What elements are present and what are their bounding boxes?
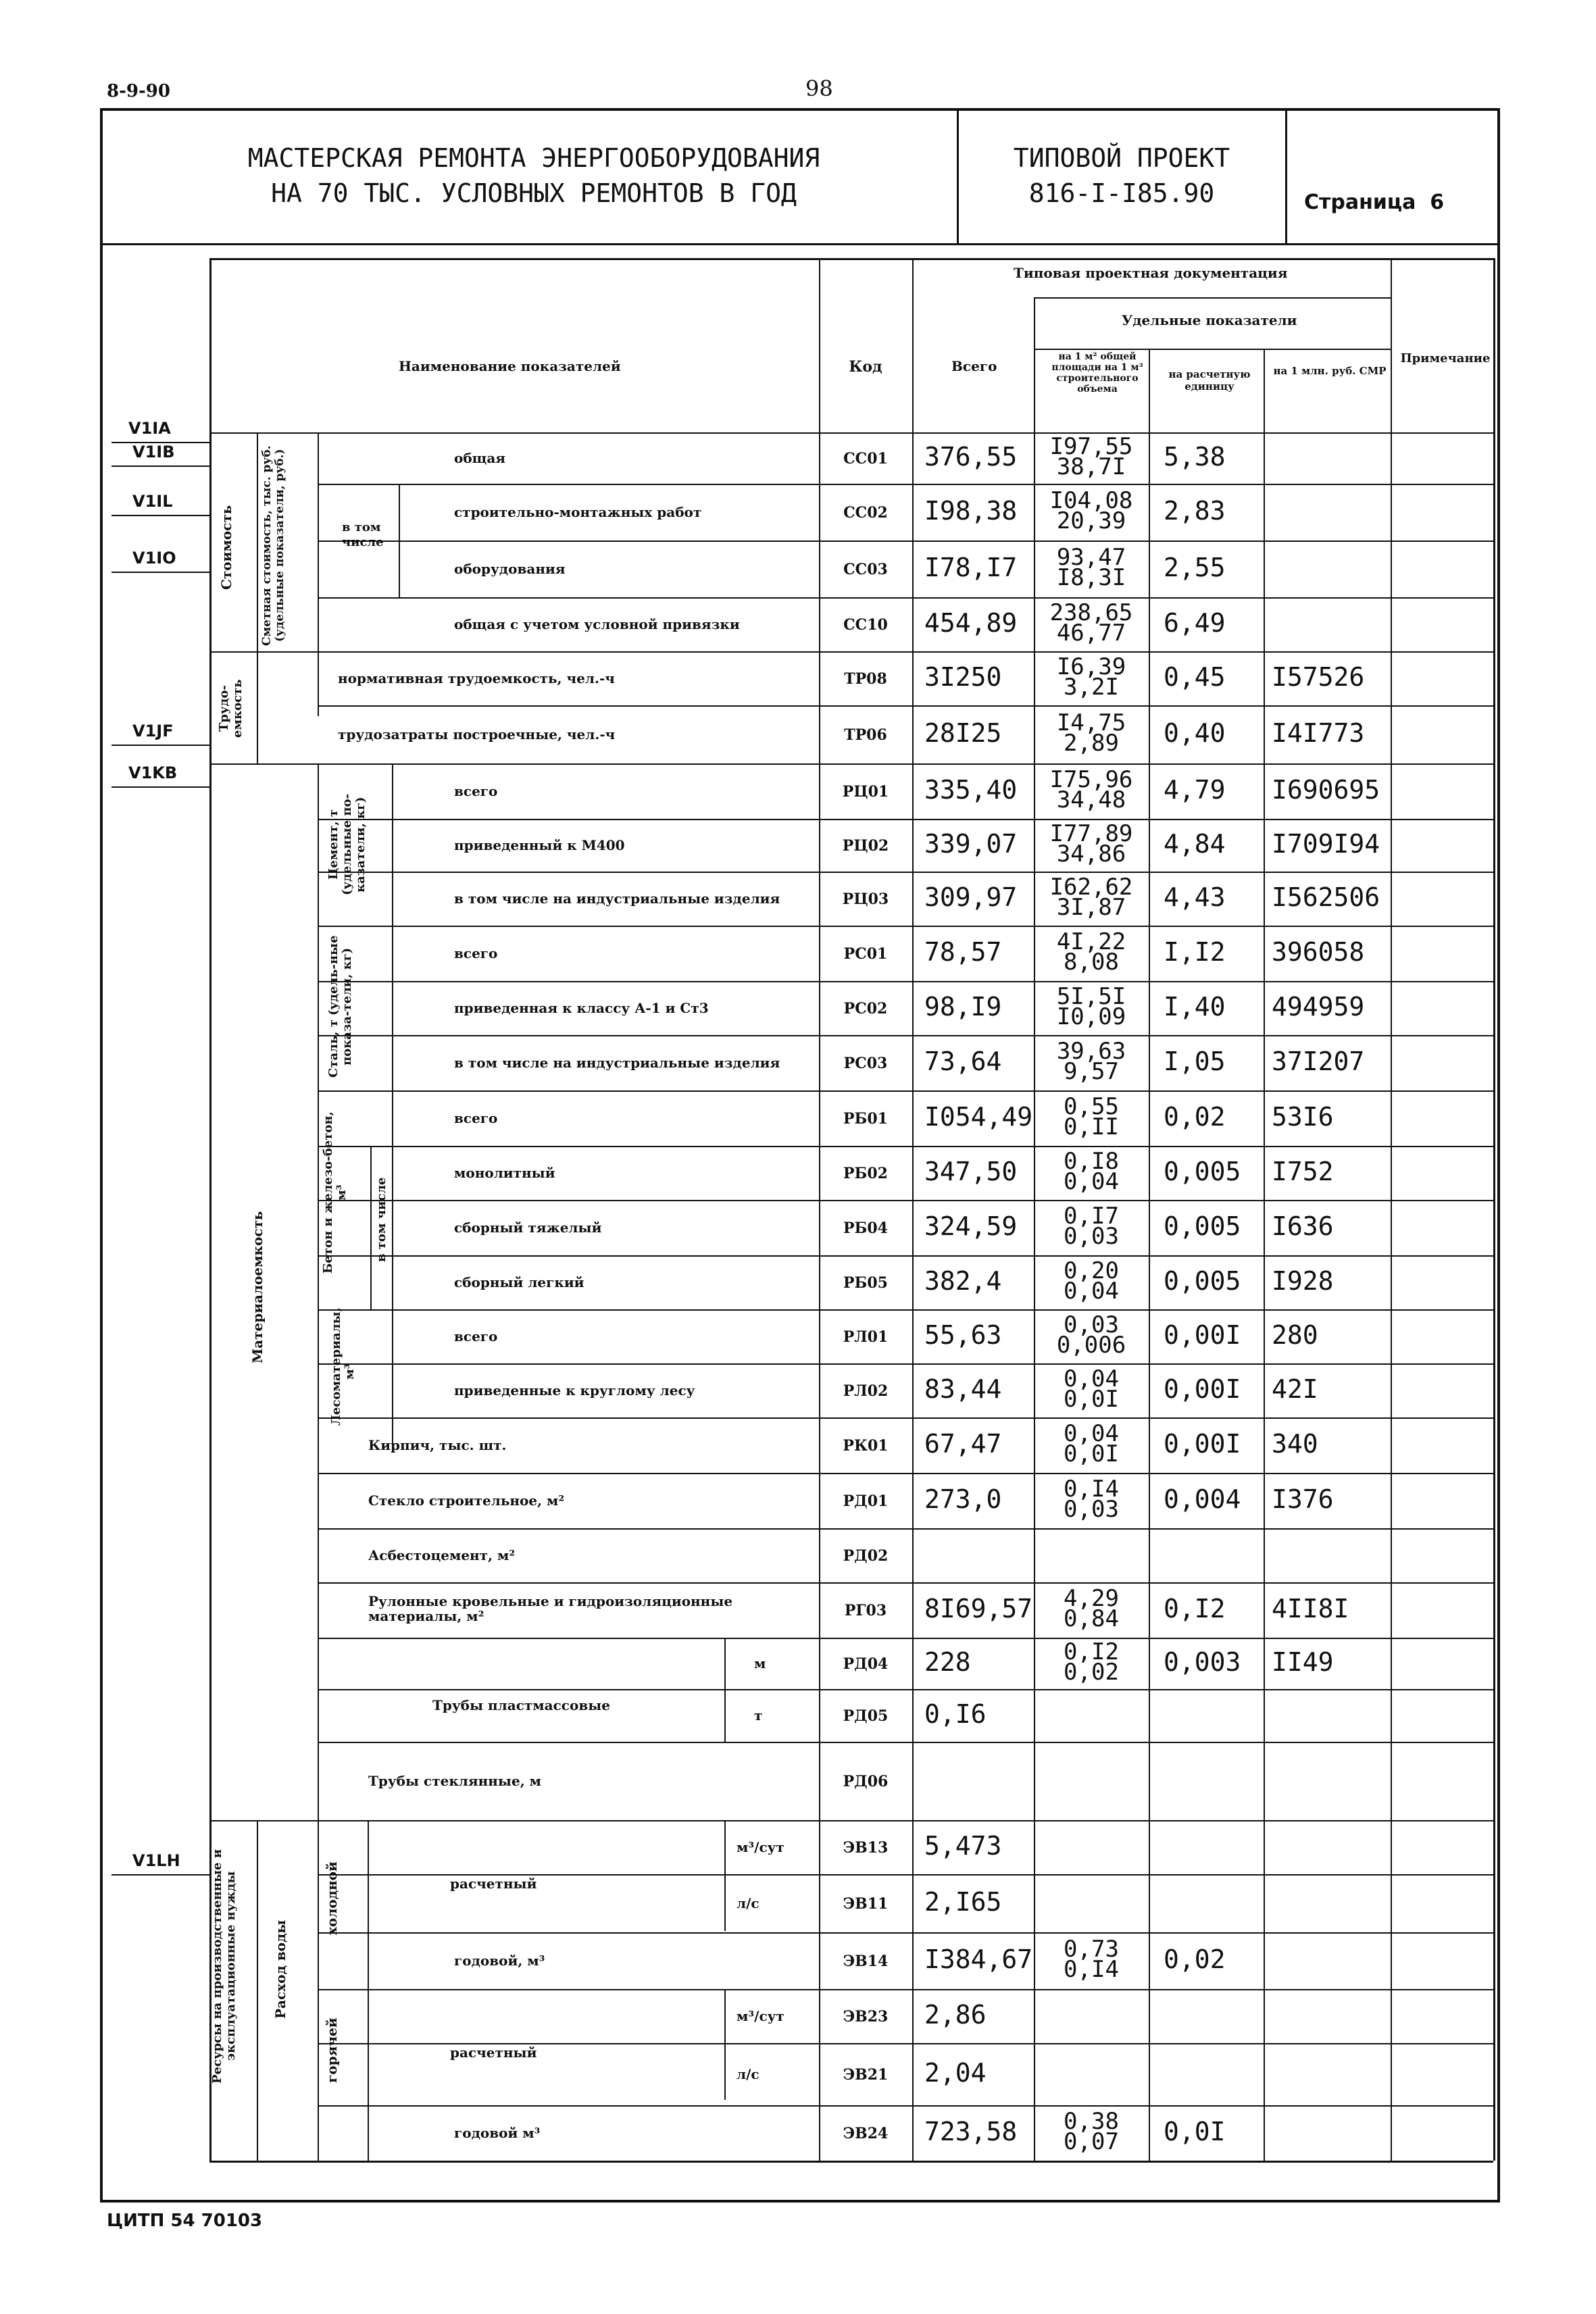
- table-rule: [318, 540, 1493, 542]
- row-per-m3-volume: 2,89: [1064, 730, 1119, 757]
- title-line-2: НА 70 ТЫС. УСЛОВНЫХ РЕМОНТОВ В ГОД: [271, 178, 797, 208]
- table-rule: [318, 1820, 1493, 1821]
- row-label: монолитный: [454, 1165, 555, 1181]
- table-rule: [318, 432, 319, 716]
- row-code: РБ01: [843, 1110, 888, 1128]
- row-per-m3-volume: 8,08: [1064, 949, 1119, 976]
- row-label: л/с: [737, 1895, 759, 1911]
- table-rule: [318, 981, 1493, 982]
- row-label: приведенные к круглому лесу: [454, 1382, 695, 1399]
- row-per-unit: 4,43: [1164, 882, 1226, 912]
- group-incl: в том числе: [342, 520, 384, 549]
- table-rule: [318, 1090, 1493, 1092]
- row-per-m2-area: I62,62: [1049, 874, 1133, 901]
- row-per-mln: 42I: [1272, 1374, 1318, 1404]
- row-label: общая: [454, 450, 506, 466]
- row-per-m2-area: 93,47: [1056, 544, 1126, 571]
- row-per-m3-volume: 0,I4: [1064, 1956, 1119, 1983]
- row-per-mln: I636: [1272, 1211, 1334, 1241]
- table-rule: [318, 705, 1493, 707]
- row-code: РС01: [843, 945, 888, 963]
- row-code: РЦ01: [842, 783, 889, 801]
- row-per-m3-volume: 3I,87: [1056, 894, 1126, 921]
- row-per-m3-volume: I0,09: [1056, 1003, 1126, 1030]
- row-per-m3-volume: 34,48: [1056, 786, 1126, 813]
- row-per-m3-volume: 0,84: [1064, 1605, 1119, 1632]
- row-per-m2-area: 0,I7: [1064, 1203, 1119, 1230]
- row-code: РД06: [843, 1773, 889, 1790]
- row-per-mln: 37I207: [1272, 1047, 1365, 1076]
- row-total: 67,47: [924, 1429, 1002, 1459]
- row-per-mln: I690695: [1272, 775, 1380, 805]
- row-label: сборный тяжелый: [454, 1219, 602, 1236]
- table-rule: [318, 1820, 319, 2161]
- table-rule: [318, 2105, 1493, 2107]
- title-line-1: МАСТЕРСКАЯ РЕМОНТА ЭНЕРГООБОРУДОВАНИЯ: [247, 143, 820, 173]
- project-line-2: 816-I-I85.90: [1028, 178, 1215, 208]
- row-code: РС03: [843, 1055, 888, 1072]
- row-per-unit: 0,I2: [1164, 1594, 1226, 1624]
- page-frame: [100, 108, 1500, 2203]
- table-rule: [318, 1146, 1493, 1147]
- row-per-m2-area: 0,38: [1064, 2108, 1119, 2135]
- row-total: 376,55: [924, 442, 1018, 472]
- row-per-m3-volume: 34,86: [1056, 840, 1126, 867]
- table-rule: [318, 1255, 1493, 1257]
- row-per-unit: 2,83: [1164, 496, 1226, 526]
- row-total: 454,89: [924, 608, 1018, 638]
- row-total: 3I250: [924, 662, 1002, 692]
- row-per-mln: I376: [1272, 1484, 1334, 1514]
- row-label: м: [754, 1655, 766, 1671]
- project-block: [959, 141, 1284, 211]
- document-code: 8-9-90: [107, 81, 170, 101]
- row-code: ЭВ23: [843, 2008, 889, 2026]
- table-rule: [1493, 258, 1495, 2161]
- table-rule: [318, 651, 1493, 653]
- row-per-unit: 0,00I: [1164, 1320, 1241, 1350]
- row-total: 324,59: [924, 1211, 1018, 1241]
- row-per-unit: 4,79: [1164, 775, 1226, 805]
- row-label: всего: [454, 1110, 498, 1126]
- marker-underline: [111, 572, 209, 573]
- row-per-unit: 0,45: [1164, 662, 1226, 692]
- row-per-m3-volume: 20,39: [1056, 507, 1126, 534]
- table-rule: [1264, 349, 1265, 2161]
- marker-v1io: V1IO: [132, 549, 176, 568]
- row-per-unit: 0,02: [1164, 1102, 1226, 1132]
- group-material: Материалоемкость: [249, 1211, 266, 1363]
- marker-v1il: V1IL: [132, 492, 173, 511]
- row-code: ЭВ13: [843, 1839, 889, 1857]
- group-water: Расход воды: [272, 1919, 289, 2019]
- group-cost-sub: Сметная стоимость, тыс. руб. (удельные показатели, руб.): [260, 445, 286, 646]
- row-label: оборудования: [454, 561, 566, 577]
- table-rule: [318, 1309, 1493, 1311]
- cold-calc-label: расчетный: [450, 1876, 537, 1892]
- row-per-m2-area: 5I,5I: [1056, 983, 1126, 1010]
- table-rule: [209, 2161, 1493, 2163]
- marker-underline: [111, 786, 209, 788]
- row-code: ЭВ24: [843, 2125, 889, 2142]
- row-label: годовой, м³: [454, 1953, 545, 1969]
- row-per-m2-area: I97,55: [1049, 433, 1133, 460]
- table-rule: [1149, 349, 1150, 2161]
- group-steel: Сталь, т (удель-ные показа-тели, кг): [326, 935, 354, 1078]
- row-per-m3-volume: I8,3I: [1056, 564, 1126, 591]
- row-per-unit: 6,49: [1164, 608, 1226, 638]
- row-total: 55,63: [924, 1320, 1002, 1350]
- row-per-m2-area: 0,03: [1064, 1311, 1119, 1338]
- row-per-mln: 396058: [1272, 937, 1365, 967]
- row-code: ЭВ11: [843, 1895, 889, 1913]
- table-rule: [724, 1989, 726, 2100]
- row-total: 2,I65: [924, 1887, 1002, 1917]
- row-per-m3-volume: 0,07: [1064, 2128, 1119, 2155]
- row-total: I054,49: [924, 1102, 1033, 1132]
- row-label: приведенная к классу А-1 и Ст3: [454, 1000, 709, 1016]
- table-rule: [318, 926, 1493, 927]
- row-label: всего: [454, 783, 498, 799]
- row-per-unit: 0,003: [1164, 1647, 1241, 1677]
- row-total: 228: [924, 1647, 971, 1677]
- marker-underline: [111, 1874, 209, 1876]
- column-header-per-mln: на 1 млн. руб. СМР: [1273, 365, 1387, 377]
- row-per-unit: I,05: [1164, 1047, 1226, 1076]
- table-rule: [318, 1932, 1493, 1934]
- table-rule: [318, 1689, 1493, 1690]
- row-code: РЛ01: [843, 1328, 889, 1346]
- row-per-m2-area: 0,20: [1064, 1257, 1119, 1284]
- row-per-m2-area: 0,55: [1064, 1093, 1119, 1120]
- row-code: РД05: [843, 1707, 889, 1725]
- row-code: ТР06: [844, 726, 887, 744]
- row-total: I384,67: [924, 1944, 1033, 1974]
- row-code: РД02: [843, 1547, 889, 1565]
- row-code: РЦ02: [842, 837, 889, 855]
- row-per-mln: I752: [1272, 1157, 1334, 1186]
- row-label: в том числе на индустриальные изделия: [454, 890, 780, 907]
- row-code: ЭВ21: [843, 2066, 889, 2084]
- row-label: всего: [454, 1328, 498, 1344]
- page-number: 98: [805, 76, 833, 101]
- row-per-m3-volume: 38,7I: [1056, 453, 1126, 480]
- row-code: РС02: [843, 1000, 888, 1017]
- table-rule: [318, 1742, 1493, 1743]
- row-per-unit: I,40: [1164, 992, 1226, 1022]
- row-label: Асбестоцемент, м²: [368, 1547, 516, 1563]
- row-per-m2-area: I04,08: [1049, 487, 1133, 514]
- column-header-per-m2: на 1 м² общей площади на 1 м³ строительного объема: [1051, 351, 1143, 395]
- row-label: м³/сут: [737, 2008, 784, 2024]
- group-resources: Ресурсы на производственные и эксплуатационные нужды: [210, 1848, 238, 2084]
- row-label: в том числе на индустриальные изделия: [454, 1055, 780, 1071]
- table-rule: [318, 763, 319, 1823]
- group-water-hot: горячей: [324, 2017, 340, 2084]
- row-code: РЦ03: [842, 890, 889, 908]
- table-rule: [724, 1638, 726, 1742]
- row-per-mln: 494959: [1272, 992, 1365, 1022]
- row-per-unit: 0,005: [1164, 1157, 1241, 1186]
- row-code: РБ04: [843, 1219, 888, 1237]
- marker-v1ib: V1IB: [132, 443, 175, 461]
- marker-underline: [111, 515, 209, 516]
- row-total: 78,57: [924, 937, 1002, 967]
- row-total: 8I69,57: [924, 1594, 1033, 1624]
- marker-underline: [111, 745, 209, 746]
- row-per-mln: I709I94: [1272, 829, 1380, 859]
- row-per-m2-area: I75,96: [1049, 766, 1133, 793]
- row-per-m3-volume: 46,77: [1056, 620, 1126, 647]
- row-per-mln: I928: [1272, 1266, 1334, 1296]
- row-per-m3-volume: 0,0I: [1064, 1386, 1119, 1413]
- table-rule: [1034, 297, 1391, 299]
- table-rule: [1034, 349, 1391, 350]
- row-label: Трубы стеклянные, м: [368, 1773, 541, 1789]
- row-per-m2-area: 238,65: [1049, 599, 1133, 626]
- column-header-note: Примечание: [1400, 351, 1491, 366]
- row-per-m2-area: I4,75: [1056, 709, 1126, 736]
- table-rule: [318, 1989, 1493, 1990]
- table-rule: [318, 1417, 1493, 1419]
- row-code: РБ05: [843, 1274, 888, 1292]
- row-total: 2,86: [924, 2000, 987, 2030]
- table-rule: [368, 1820, 369, 2161]
- row-label: приведенный к М400: [454, 837, 625, 853]
- column-header-code: Код: [849, 358, 882, 376]
- marker-v1jf: V1JF: [132, 722, 174, 740]
- row-code: ЭВ14: [843, 1953, 889, 1970]
- row-code: РЛ02: [843, 1382, 889, 1400]
- row-per-unit: 0,0I: [1164, 2117, 1226, 2146]
- row-per-unit: 2,55: [1164, 553, 1226, 582]
- row-label: строительно-монтажных работ: [454, 504, 702, 520]
- row-per-unit: 0,02: [1164, 1944, 1226, 1974]
- row-total: 382,4: [924, 1266, 1002, 1296]
- page-label: Страница 6: [1304, 191, 1445, 214]
- table-rule: [318, 1528, 1493, 1530]
- row-per-m2-area: 0,73: [1064, 1936, 1119, 1963]
- row-per-mln: II49: [1272, 1647, 1334, 1677]
- row-per-m2-area: 0,I8: [1064, 1148, 1119, 1175]
- row-total: I78,I7: [924, 553, 1018, 582]
- table-rule: [318, 1363, 1493, 1365]
- row-per-unit: I,I2: [1164, 937, 1226, 967]
- row-per-m2-area: 0,04: [1064, 1365, 1119, 1392]
- row-label: сборный легкий: [454, 1274, 584, 1290]
- row-label: Кирпич, тыс. шт.: [368, 1437, 507, 1453]
- row-total: 83,44: [924, 1374, 1002, 1404]
- row-per-m3-volume: 0,II: [1064, 1113, 1119, 1140]
- row-per-unit: 0,00I: [1164, 1429, 1241, 1459]
- row-per-m2-area: 0,I2: [1064, 1638, 1119, 1665]
- row-label: трудозатраты построечные, чел.-ч: [338, 726, 616, 743]
- row-label: Рулонные кровельные и гидроизоляционные материалы, м²: [368, 1593, 733, 1624]
- hot-calc-label: расчетный: [450, 2044, 537, 2061]
- row-per-m3-volume: 0,0I: [1064, 1440, 1119, 1467]
- row-total: 73,64: [924, 1047, 1002, 1076]
- row-code: РД01: [843, 1492, 889, 1510]
- row-label: Стекло строительное, м²: [368, 1492, 565, 1509]
- row-per-m2-area: 4,29: [1064, 1585, 1119, 1612]
- table-rule: [318, 1200, 1493, 1201]
- row-per-mln: 280: [1272, 1320, 1318, 1350]
- table-rule: [724, 1820, 726, 1931]
- row-total: 28I25: [924, 718, 1002, 748]
- pipes-plastic-label: Трубы пластмассовые: [432, 1697, 610, 1713]
- row-per-m2-area: I77,89: [1049, 820, 1133, 847]
- row-per-m3-volume: 0,006: [1056, 1332, 1126, 1359]
- project-line-1: ТИПОВОЙ ПРОЕКТ: [1013, 143, 1230, 173]
- row-per-m2-area: 39,63: [1056, 1038, 1126, 1065]
- table-rule: [257, 432, 258, 763]
- row-per-unit: 4,84: [1164, 829, 1226, 859]
- group-timber: Лесоматериалы, м³: [329, 1307, 357, 1426]
- column-header-total: Всего: [951, 358, 997, 374]
- row-per-mln: 4II8I: [1272, 1594, 1349, 1624]
- row-per-m3-volume: 3,2I: [1064, 674, 1119, 701]
- group-cost: Стоимость: [218, 505, 234, 590]
- group-water-cold: холодной: [324, 1861, 340, 1936]
- group-labor: Трудо-емкость: [217, 679, 245, 738]
- row-total: 335,40: [924, 775, 1018, 805]
- row-label: т: [754, 1707, 763, 1724]
- row-code: РГ03: [844, 1602, 887, 1619]
- row-total: 347,50: [924, 1157, 1018, 1186]
- row-per-unit: 0,005: [1164, 1211, 1241, 1241]
- table-rule: [318, 1473, 1493, 1474]
- table-rule: [318, 597, 1493, 599]
- row-per-unit: 0,004: [1164, 1484, 1241, 1514]
- table-rule: [912, 258, 1391, 259]
- footer-code: ЦИТП 54 70103: [107, 2211, 263, 2231]
- row-code: ТР08: [844, 670, 887, 688]
- table-rule: [370, 1146, 372, 1311]
- row-total: 5,473: [924, 1831, 1002, 1861]
- row-total: I98,38: [924, 496, 1018, 526]
- row-per-m2-area: 4I,22: [1056, 928, 1126, 955]
- table-rule: [318, 819, 1493, 820]
- row-per-unit: 5,38: [1164, 442, 1226, 472]
- row-label: общая с учетом условной привязки: [454, 616, 740, 632]
- row-total: 723,58: [924, 2117, 1018, 2146]
- row-label: всего: [454, 945, 498, 961]
- row-total: 0,I6: [924, 1699, 987, 1729]
- table-rule: [318, 872, 1493, 873]
- row-per-m3-volume: 0,03: [1064, 1223, 1119, 1250]
- column-header-group: Типовая проектная документация: [1014, 265, 1288, 281]
- column-header-name: Наименование показателей: [399, 358, 621, 374]
- table-rule: [318, 763, 1493, 765]
- row-per-m2-area: I6,39: [1056, 653, 1126, 680]
- row-label: л/с: [737, 2066, 759, 2082]
- group-concrete-incl: в том числе: [374, 1177, 389, 1262]
- row-per-m3-volume: 9,57: [1064, 1058, 1119, 1085]
- row-per-m3-volume: 0,02: [1064, 1659, 1119, 1686]
- title-block: [122, 141, 946, 211]
- row-total: 309,97: [924, 882, 1018, 912]
- table-rule: [318, 1582, 1493, 1584]
- row-per-unit: 0,40: [1164, 718, 1226, 748]
- row-per-m2-area: 0,04: [1064, 1420, 1119, 1447]
- group-concrete: Бетон и железо-бетон, м³: [321, 1111, 349, 1274]
- column-header-per-unit: на расчетную единицу: [1168, 368, 1251, 393]
- row-per-unit: 0,00I: [1164, 1374, 1241, 1404]
- row-total: 2,04: [924, 2058, 987, 2088]
- row-code: СС01: [843, 450, 888, 468]
- row-per-m3-volume: 0,04: [1064, 1278, 1119, 1305]
- table-rule: [318, 1638, 1493, 1639]
- row-per-mln: 53I6: [1272, 1102, 1334, 1132]
- row-per-m3-volume: 0,04: [1064, 1168, 1119, 1195]
- marker-v1ia: V1IA: [128, 419, 171, 438]
- table-rule: [209, 432, 1493, 434]
- group-cement: Цемент, т (удельные по-казатели, кг): [326, 794, 368, 895]
- row-per-mln: I4I773: [1272, 718, 1365, 748]
- marker-underline: [111, 466, 209, 467]
- row-label: годовой м³: [454, 2125, 541, 2141]
- table-rule: [318, 484, 1493, 485]
- row-code: СС10: [843, 616, 888, 634]
- row-total: 339,07: [924, 829, 1018, 859]
- row-per-mln: I57526: [1272, 662, 1365, 692]
- row-code: РК01: [843, 1437, 889, 1455]
- row-total: 98,I9: [924, 992, 1002, 1022]
- row-code: СС02: [843, 504, 888, 522]
- row-per-mln: 340: [1272, 1429, 1318, 1459]
- marker-v1lh: V1LH: [132, 1851, 180, 1870]
- row-label: м³/сут: [737, 1839, 784, 1855]
- row-per-m3-volume: 0,03: [1064, 1496, 1119, 1523]
- row-per-mln: I562506: [1272, 882, 1380, 912]
- marker-v1kb: V1KB: [128, 763, 178, 782]
- row-per-unit: 0,005: [1164, 1266, 1241, 1296]
- row-code: РБ02: [843, 1165, 888, 1182]
- row-total: 273,0: [924, 1484, 1002, 1514]
- row-code: РД04: [843, 1655, 889, 1673]
- table-rule: [318, 1035, 1493, 1036]
- row-per-m2-area: 0,I4: [1064, 1476, 1119, 1503]
- column-header-specific: Удельные показатели: [1122, 312, 1297, 328]
- row-label: нормативная трудоемкость, чел.-ч: [338, 670, 615, 686]
- row-code: СС03: [843, 561, 888, 578]
